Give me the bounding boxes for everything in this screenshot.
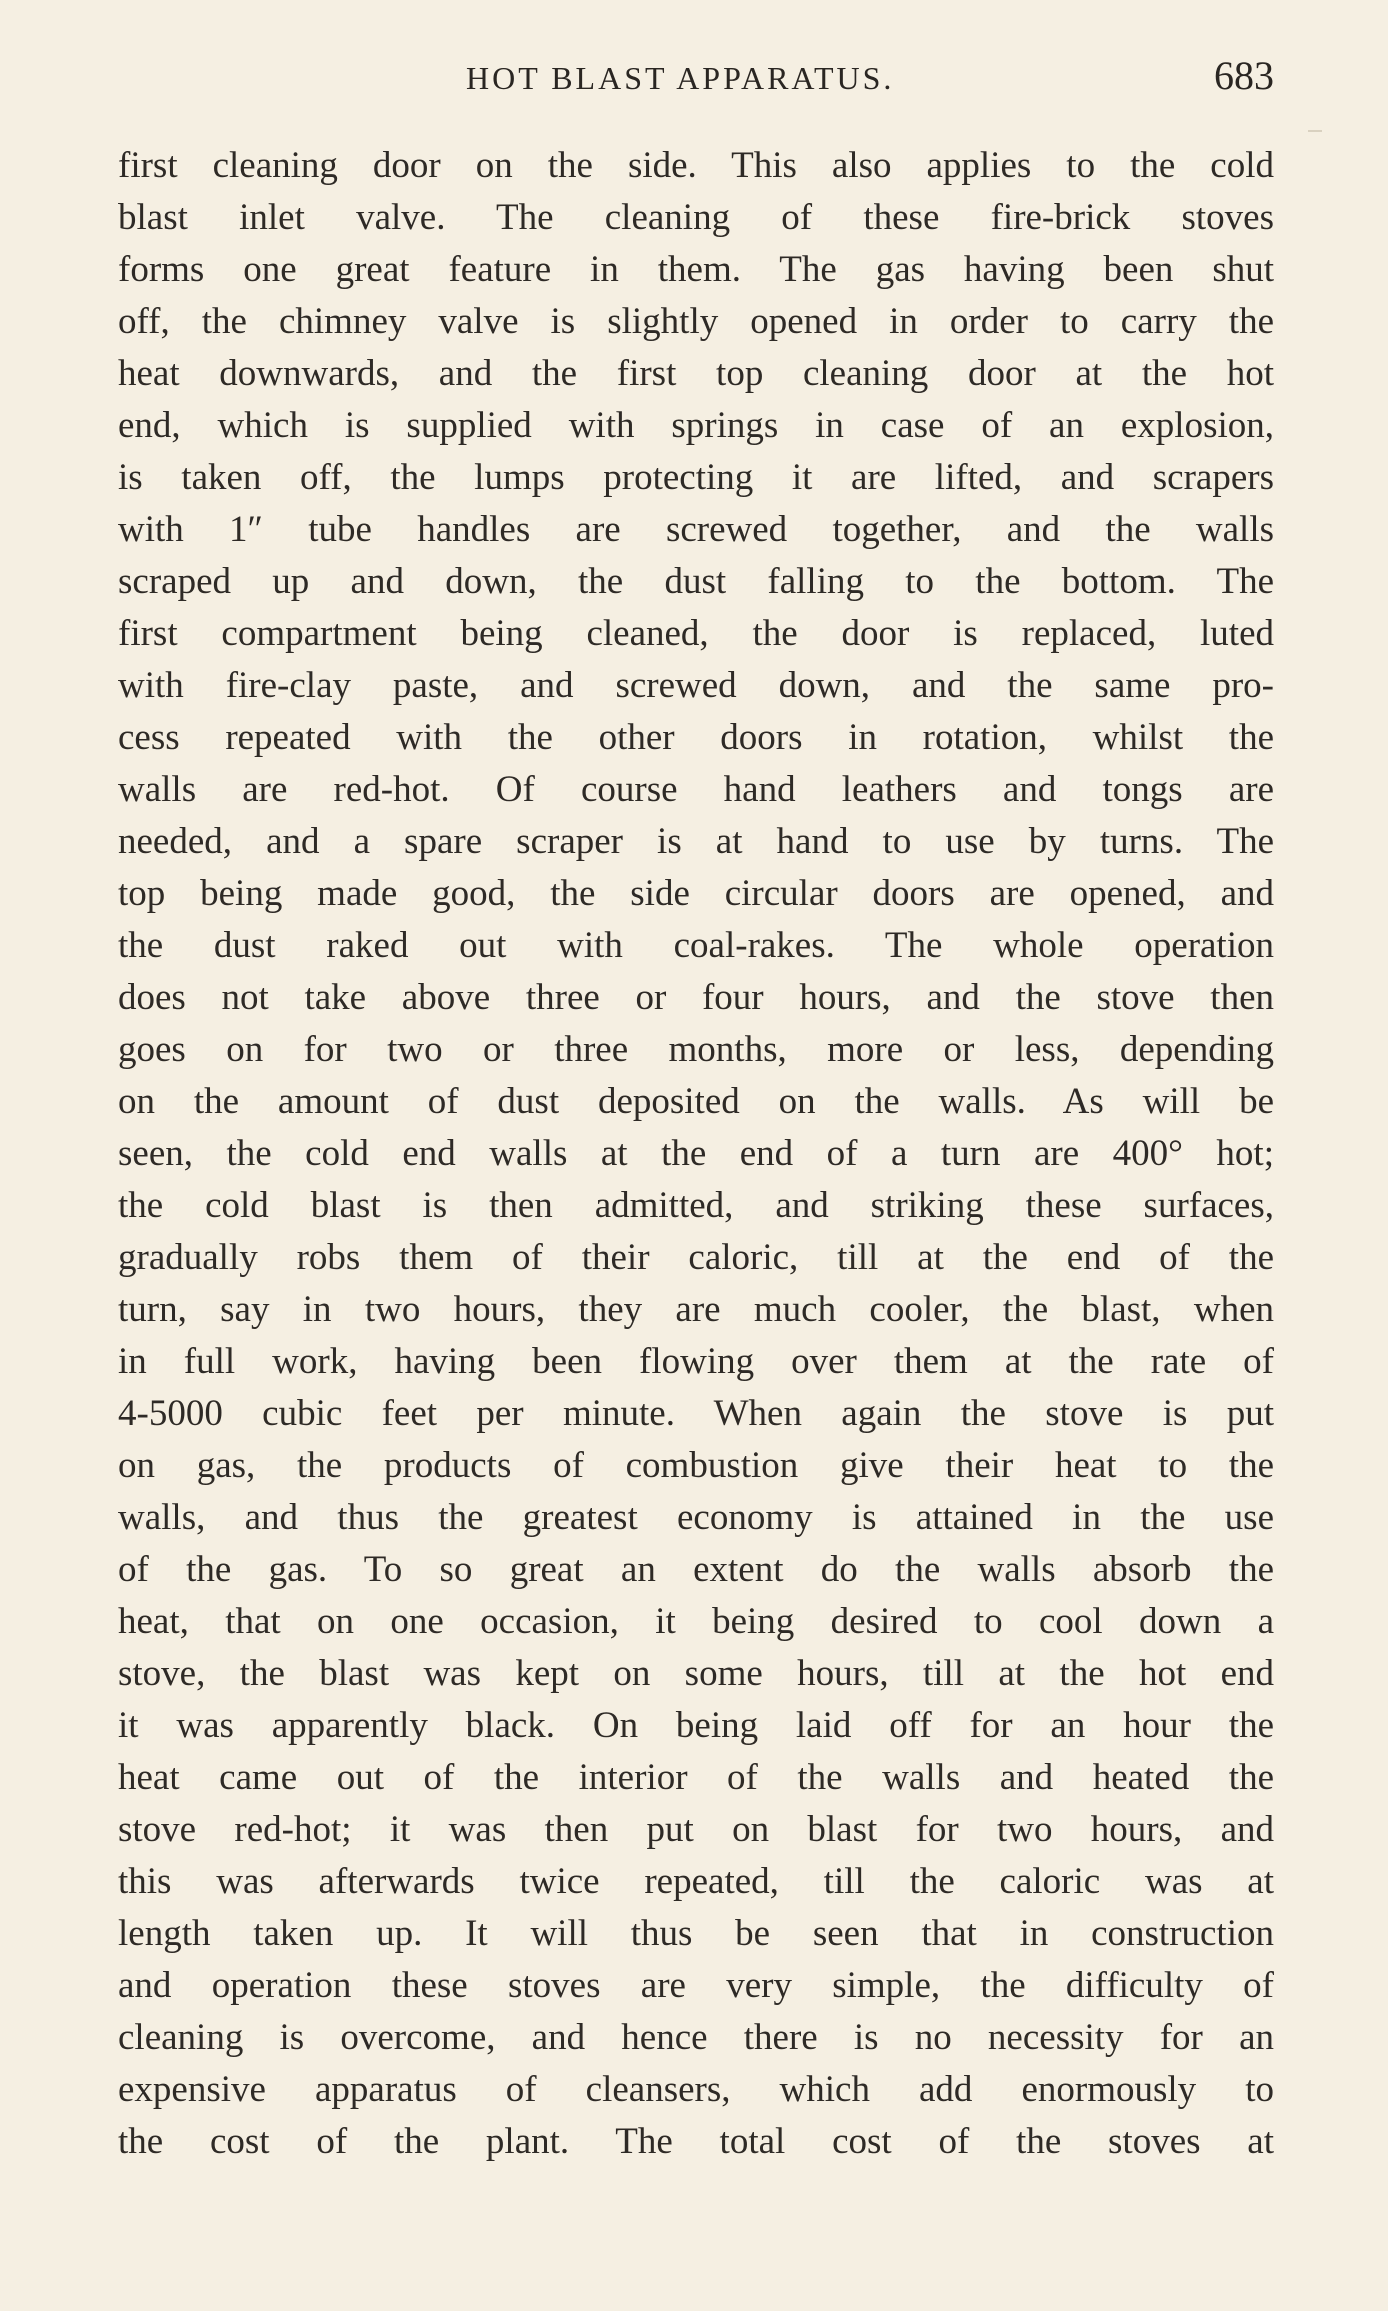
text-line: is taken off, the lumps protecting it are lifted, and scrapers (118, 457, 1274, 498)
text-line: on gas, the products of combustion give their heat to the (118, 1445, 1274, 1486)
text-line: first compartment being cleaned, the door is replaced, luted (118, 613, 1274, 654)
text-line: of the gas. To so great an extent do the walls absorb the (118, 1549, 1274, 1590)
text-line: blast inlet valve. The cleaning of these fire-brick stoves (118, 197, 1274, 238)
text-line: goes on for two or three months, more or less, depending (118, 1029, 1274, 1070)
text-line: does not take above three or four hours, and the stove then (118, 977, 1274, 1018)
text-line: this was afterwards twice repeated, till the caloric was at (118, 1861, 1274, 1902)
margin-mark (1308, 130, 1322, 132)
text-line: heat, that on one occasion, it being desired to cool down a (118, 1601, 1274, 1642)
text-line: seen, the cold end walls at the end of a turn are 400° hot; (118, 1133, 1274, 1174)
page-header (118, 52, 1274, 112)
body-text (118, 140, 1274, 2168)
text-line: forms one great feature in them. The gas having been shut (118, 249, 1274, 290)
text-line: cleaning is overcome, and hence there is no necessity for an (118, 2017, 1274, 2058)
text-line: heat downwards, and the first top cleaning door at the hot (118, 353, 1274, 394)
text-line: with 1″ tube handles are screwed together, and the walls (118, 509, 1274, 550)
text-line: the cold blast is then admitted, and striking these surfaces, (118, 1185, 1274, 1226)
text-line: expensive apparatus of cleansers, which add enormously to (118, 2069, 1274, 2110)
text-line: turn, say in two hours, they are much cooler, the blast, when (118, 1289, 1274, 1330)
text-line: cess repeated with the other doors in rotation, whilst the (118, 717, 1274, 758)
text-line: gradually robs them of their caloric, till at the end of the (118, 1237, 1274, 1278)
text-line: and operation these stoves are very simple, the difficulty of (118, 1965, 1274, 2006)
text-line: first cleaning door on the side. This also applies to the cold (118, 145, 1274, 186)
text-line: stove, the blast was kept on some hours, till at the hot end (118, 1653, 1274, 1694)
text-line: walls, and thus the greatest economy is attained in the use (118, 1497, 1274, 1538)
text-line: it was apparently black. On being laid off for an hour the (118, 1705, 1274, 1746)
text-line: 4-5000 cubic feet per minute. When again the stove is put (118, 1393, 1274, 1434)
text-line: stove red-hot; it was then put on blast for two hours, and (118, 1809, 1274, 1850)
text-line: in full work, having been flowing over them at the rate of (118, 1341, 1274, 1382)
text-line: off, the chimney valve is slightly opened in order to carry the (118, 301, 1274, 342)
text-line: scraped up and down, the dust falling to the bottom. The (118, 561, 1274, 602)
running-head: HOT BLAST APPARATUS. (466, 60, 895, 96)
page-number: 683 (1214, 53, 1274, 98)
text-line: length taken up. It will thus be seen that in construction (118, 1913, 1274, 1954)
text-line: heat came out of the interior of the walls and heated the (118, 1757, 1274, 1798)
text-line: with fire-clay paste, and screwed down, and the same pro- (118, 665, 1274, 706)
text-line: the dust raked out with coal-rakes. The whole operation (118, 925, 1274, 966)
text-line: the cost of the plant. The total cost of the stoves at (118, 2121, 1274, 2162)
text-line: end, which is supplied with springs in case of an explosion, (118, 405, 1274, 446)
text-line: on the amount of dust deposited on the walls. As will be (118, 1081, 1274, 1122)
text-line: top being made good, the side circular doors are opened, and (118, 873, 1274, 914)
text-line: needed, and a spare scraper is at hand to use by turns. The (118, 821, 1274, 862)
text-line: walls are red-hot. Of course hand leathers and tongs are (118, 769, 1274, 810)
